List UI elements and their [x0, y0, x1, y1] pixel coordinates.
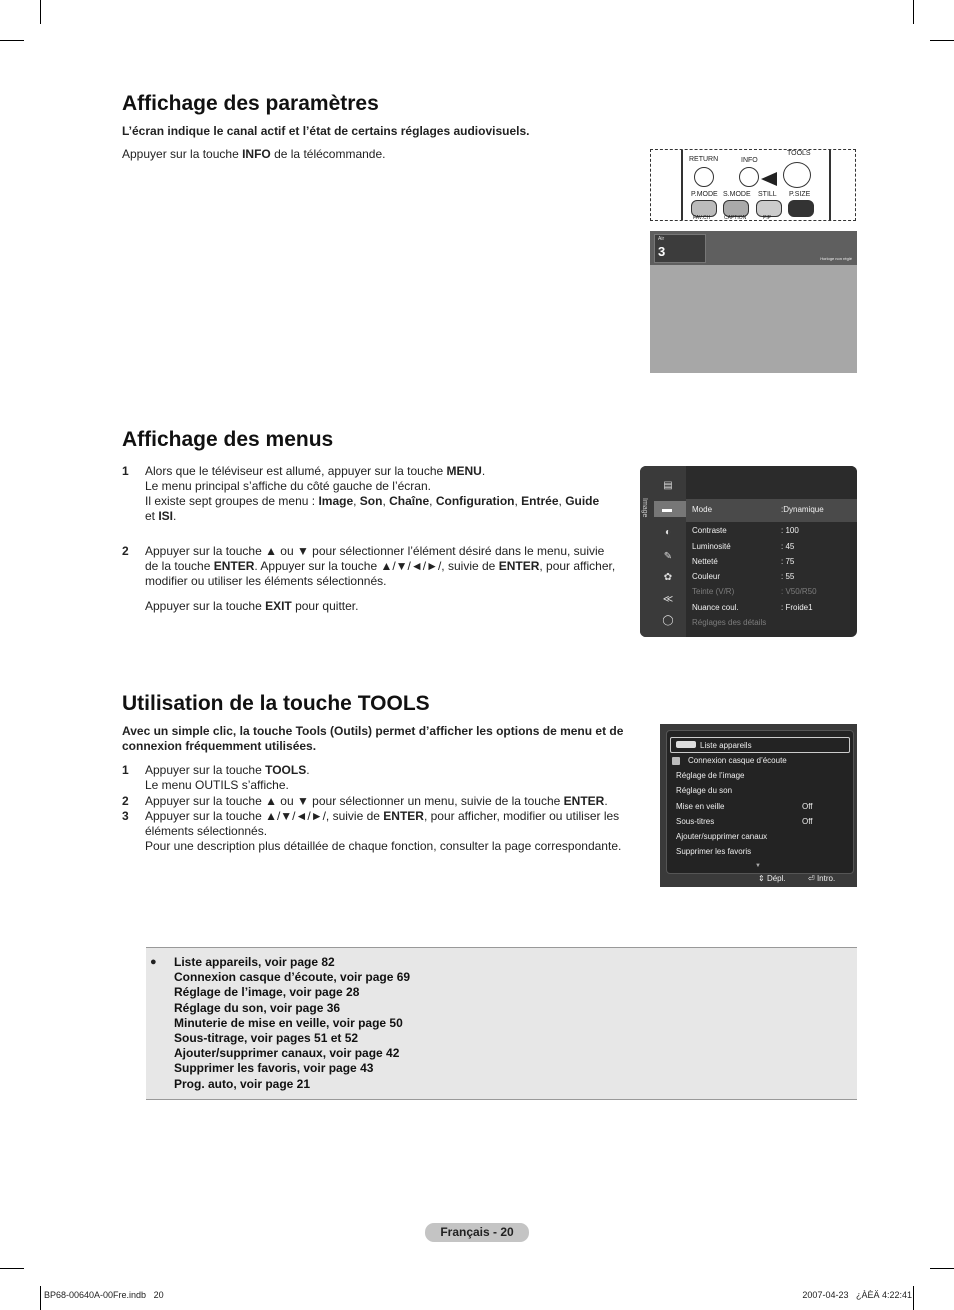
- tools-screen: [660, 724, 857, 887]
- page-number: Français - 20: [425, 1223, 529, 1242]
- tools-row-value: Off: [802, 817, 813, 826]
- pointer-arrow-icon: [761, 172, 777, 186]
- section3-intro: Avec un simple clic, la touche Tools (Outils) permet d’afficher les options de menu et de connexion fréquemment utilisées.: [122, 724, 624, 753]
- menu-row-value: :Dynamique: [781, 505, 824, 514]
- info-button-icon: [739, 167, 759, 187]
- tools-row-label[interactable]: Mise en veille: [676, 802, 725, 811]
- section-title-tools: Utilisation de la touche TOOLS: [122, 692, 430, 715]
- still-label: STILL: [758, 191, 777, 198]
- tools-row-label[interactable]: Liste appareils: [700, 741, 752, 750]
- menu-screen: [640, 466, 857, 637]
- guide-icon: ≪: [662, 594, 674, 605]
- menu-sidebar: [640, 466, 686, 637]
- tools-label: TOOLS: [787, 150, 811, 157]
- return-button-icon: [694, 167, 714, 187]
- section-title-menus: Affichage des menus: [122, 428, 334, 451]
- crop-mark: [0, 40, 24, 41]
- crop-mark: [40, 1286, 41, 1310]
- tools-row-label[interactable]: Sous-titres: [676, 817, 715, 826]
- section1-instruction: Appuyer sur la touche INFO de la télécommande.: [122, 147, 386, 161]
- menu-row-value: : 45: [781, 542, 795, 551]
- crop-mark: [0, 1268, 24, 1269]
- tools-highlight: [670, 737, 850, 753]
- reference-line: Supprimer les favoris, voir page 43: [174, 1061, 374, 1076]
- menu-row-label[interactable]: Réglages des détails: [692, 618, 767, 627]
- step2-text: Appuyer sur la touche ▲ ou ▼ pour sélectionner l’élément désiré dans le menu, suivie de la touche ENTER. Appuyer sur la touche ▲/▼/◄/►/, suivie de ENTER, pour afficher, modifier ou utiliser les éléments sélectionnés.: [145, 544, 616, 588]
- channel-box: [654, 234, 706, 263]
- info-label: INFO: [741, 157, 758, 164]
- reference-line: Réglage du son, voir page 36: [174, 1000, 341, 1015]
- pmode-label: P.MODE: [691, 191, 718, 198]
- clock-status: Horloge non réglé: [820, 256, 852, 261]
- tools-row-label[interactable]: Connexion casque d’écoute: [688, 756, 787, 765]
- reference-line: Connexion casque d’écoute, voir page 69: [174, 970, 411, 985]
- bullet-icon: ●: [150, 956, 157, 968]
- menu-row-label[interactable]: Nuance coul.: [692, 603, 739, 612]
- print-date: 2007-04-23 ¿ÀÈÄ 4:22:41: [802, 1290, 912, 1300]
- section-title-parametres: Affichage des paramètres: [122, 92, 379, 115]
- favch-label: FAV.CH: [693, 215, 711, 221]
- tools-panel: [666, 730, 854, 874]
- help-icon: ◯: [662, 615, 674, 626]
- move-hint: ⇕ Dépl.: [758, 874, 786, 883]
- tools-row-value: Off: [802, 802, 813, 811]
- picture-icon: ▬: [654, 501, 686, 517]
- file-info: BP68-00640A-00Fre.indb 20: [44, 1290, 164, 1300]
- menu-row-value: : 75: [781, 557, 795, 566]
- anynet-logo-icon: [676, 741, 696, 748]
- menu-row-value: : Froide1: [781, 603, 813, 612]
- crop-mark: [913, 0, 914, 24]
- menu-row-label[interactable]: Mode: [692, 505, 713, 514]
- menu-row-label[interactable]: Netteté: [692, 557, 718, 566]
- return-label: RETURN: [689, 156, 719, 163]
- scroll-down-icon: ▼: [755, 863, 761, 869]
- tools-row-label[interactable]: Réglage du son: [676, 786, 733, 795]
- remote-body: [681, 150, 831, 220]
- tools-row-label[interactable]: Supprimer les favoris: [676, 847, 752, 856]
- menu-row-value: : 55: [781, 572, 795, 581]
- section1-intro: L’écran indique le canal actif et l’état de certains réglages audiovisuels.: [122, 124, 530, 138]
- sound-icon: ◐: [664, 527, 672, 538]
- reference-line: Prog. auto, voir page 21: [174, 1076, 311, 1091]
- bluetooth-icon: [672, 757, 680, 765]
- menu-header: [686, 466, 857, 499]
- tools-row-label[interactable]: Ajouter/supprimer canaux: [676, 832, 768, 841]
- smode-label: S.MODE: [723, 191, 751, 198]
- menu-row-value: : V50/R50: [781, 587, 817, 596]
- menu-side-label: Image: [641, 498, 648, 518]
- setup-icon: ✿: [663, 572, 673, 583]
- step-number: 2: [122, 794, 129, 808]
- tools-button-icon: [783, 162, 811, 188]
- crop-mark: [930, 40, 954, 41]
- remote-illustration: [650, 149, 856, 221]
- menu-row-value: : 100: [781, 526, 799, 535]
- tools-row-label[interactable]: Réglage de l’image: [676, 771, 745, 780]
- caption-label: CAPTION: [724, 215, 747, 221]
- channel-icon: ✎: [663, 551, 673, 562]
- psize-label: P.SIZE: [789, 191, 811, 198]
- step-number: 1: [122, 464, 129, 478]
- source-label: Air: [658, 236, 665, 242]
- pip-label: PIP: [763, 215, 772, 221]
- tools-step2: Appuyer sur la touche ▲ ou ▼ pour sélectionner un menu, suivie de la touche ENTER.: [145, 794, 608, 808]
- info-bar: [650, 231, 857, 265]
- tools-step1: Appuyer sur la touche TOOLS. Le menu OUTILS s’affiche.: [145, 763, 310, 792]
- step-number: 3: [122, 809, 129, 823]
- menu-row-label[interactable]: Teinte (V/R): [692, 587, 735, 596]
- reference-line: Liste appareils, voir page 82: [174, 955, 335, 969]
- exit-instruction: Appuyer sur la touche EXIT pour quitter.: [145, 599, 359, 613]
- crop-mark: [40, 0, 41, 24]
- menu-row-label[interactable]: Contraste: [692, 526, 727, 535]
- step-number: 2: [122, 544, 129, 558]
- step1-text: Alors que le téléviseur est allumé, appuyer sur la touche MENU. Le menu principal s’affiche du côté gauche de l’écran. Il existe sept groupes de menu : Image, Son, Chaîne, Configuration, Entrée, Guide et ISI.: [145, 464, 600, 523]
- reference-line: Réglage de l’image, voir page 28: [174, 985, 360, 1000]
- crop-mark: [930, 1268, 954, 1269]
- reference-line: Minuterie de mise en veille, voir page 50: [174, 1015, 403, 1030]
- reference-line: Sous-titrage, voir pages 51 et 52: [174, 1031, 359, 1045]
- references-box: [146, 947, 857, 1100]
- tools-step3: Appuyer sur la touche ▲/▼/◄/►/, suivie de ENTER, pour afficher, modifier ou utiliser les éléments sélectionnés. Pour une description plus détaillée de chaque fonction, consulter la page correspondante.: [145, 809, 622, 853]
- channel-number: 3: [658, 244, 666, 259]
- input-icon: ▤: [663, 480, 673, 491]
- menu-row-label[interactable]: Luminosité: [692, 542, 731, 551]
- psize-button-icon: [788, 200, 814, 217]
- crop-mark: [913, 1286, 914, 1310]
- menu-row-label[interactable]: Couleur: [692, 572, 721, 581]
- info-screen: [650, 231, 857, 373]
- enter-hint: ⏎ Intro.: [808, 874, 836, 883]
- step-number: 1: [122, 763, 129, 777]
- reference-line: Ajouter/supprimer canaux, voir page 42: [174, 1046, 400, 1061]
